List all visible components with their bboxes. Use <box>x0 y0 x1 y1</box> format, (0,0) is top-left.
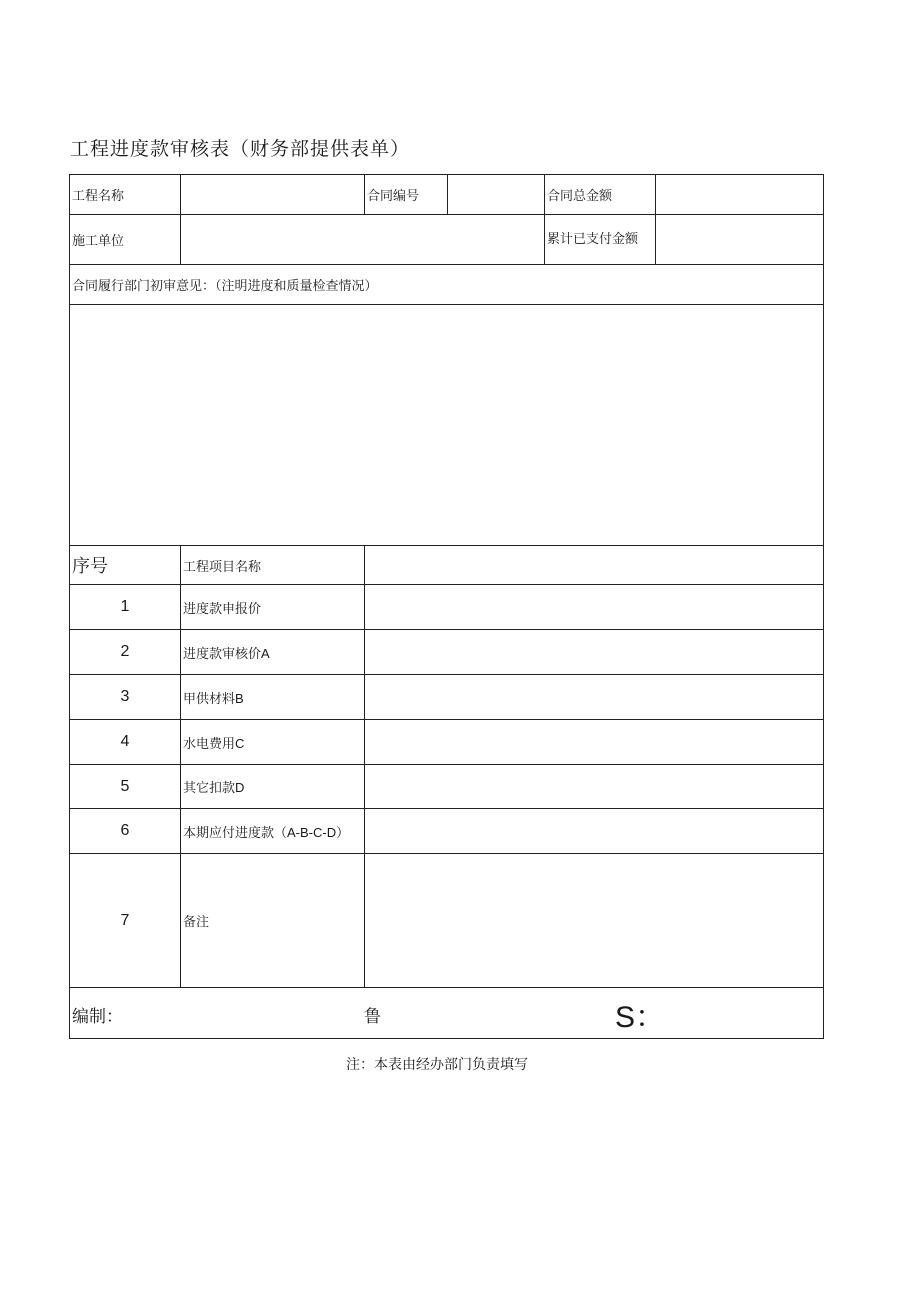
project-name-label: 工程名称 <box>70 175 181 215</box>
item-name-header: 工程项目名称 <box>181 546 365 585</box>
prepared-by-label: 编制： <box>72 1007 123 1027</box>
item-seq: 1 <box>70 585 181 630</box>
item-seq: 4 <box>70 720 181 765</box>
contract-total-label: 合同总金额 <box>545 175 656 215</box>
item-value-field[interactable] <box>365 765 824 809</box>
form-title: 工程进度款审核表（财务部提供表单） <box>70 138 411 160</box>
contract-total-field[interactable] <box>656 175 824 215</box>
item-seq: 2 <box>70 630 181 675</box>
item-name: 其它扣款D <box>181 765 365 809</box>
item-value-field[interactable] <box>365 630 824 675</box>
reviewed-by-label: 鲁 <box>364 1007 381 1027</box>
item-name: 进度款审核价A <box>181 630 365 675</box>
signature-row <box>70 988 823 1038</box>
approved-by-label: S： <box>615 1001 666 1034</box>
item-seq: 3 <box>70 675 181 720</box>
item-name: 备注 <box>181 854 365 988</box>
contractor-field[interactable] <box>181 215 545 265</box>
remarks-field[interactable] <box>365 854 824 988</box>
item-name: 进度款申报价 <box>181 585 365 630</box>
item-name: 水电费用C <box>181 720 365 765</box>
footnote: 注：本表由经办部门负责填写 <box>346 1057 528 1073</box>
item-seq: 5 <box>70 765 181 809</box>
opinion-field[interactable] <box>70 305 824 546</box>
contractor-label: 施工单位 <box>70 215 181 265</box>
item-name: 甲供材料B <box>181 675 365 720</box>
item-value-field[interactable] <box>365 809 824 854</box>
project-name-field[interactable] <box>181 175 365 215</box>
item-value-field[interactable] <box>365 585 824 630</box>
item-seq: 6 <box>70 809 181 854</box>
item-name: 本期应付进度款（A-B-C-D） <box>181 809 365 854</box>
paid-total-label: 累计已支付金额 <box>545 215 656 265</box>
payment-review-table <box>69 174 824 1039</box>
opinion-label: 合同履行部门初审意见：（注明进度和质量检查情况） <box>70 265 824 305</box>
item-value-field[interactable] <box>365 675 824 720</box>
item-value-header <box>365 546 824 585</box>
seq-header: 序号 <box>70 546 181 585</box>
item-seq: 7 <box>70 854 181 988</box>
item-value-field[interactable] <box>365 720 824 765</box>
contract-no-label: 合同编号 <box>365 175 448 215</box>
paid-total-field[interactable] <box>656 215 824 265</box>
contract-no-field[interactable] <box>448 175 545 215</box>
